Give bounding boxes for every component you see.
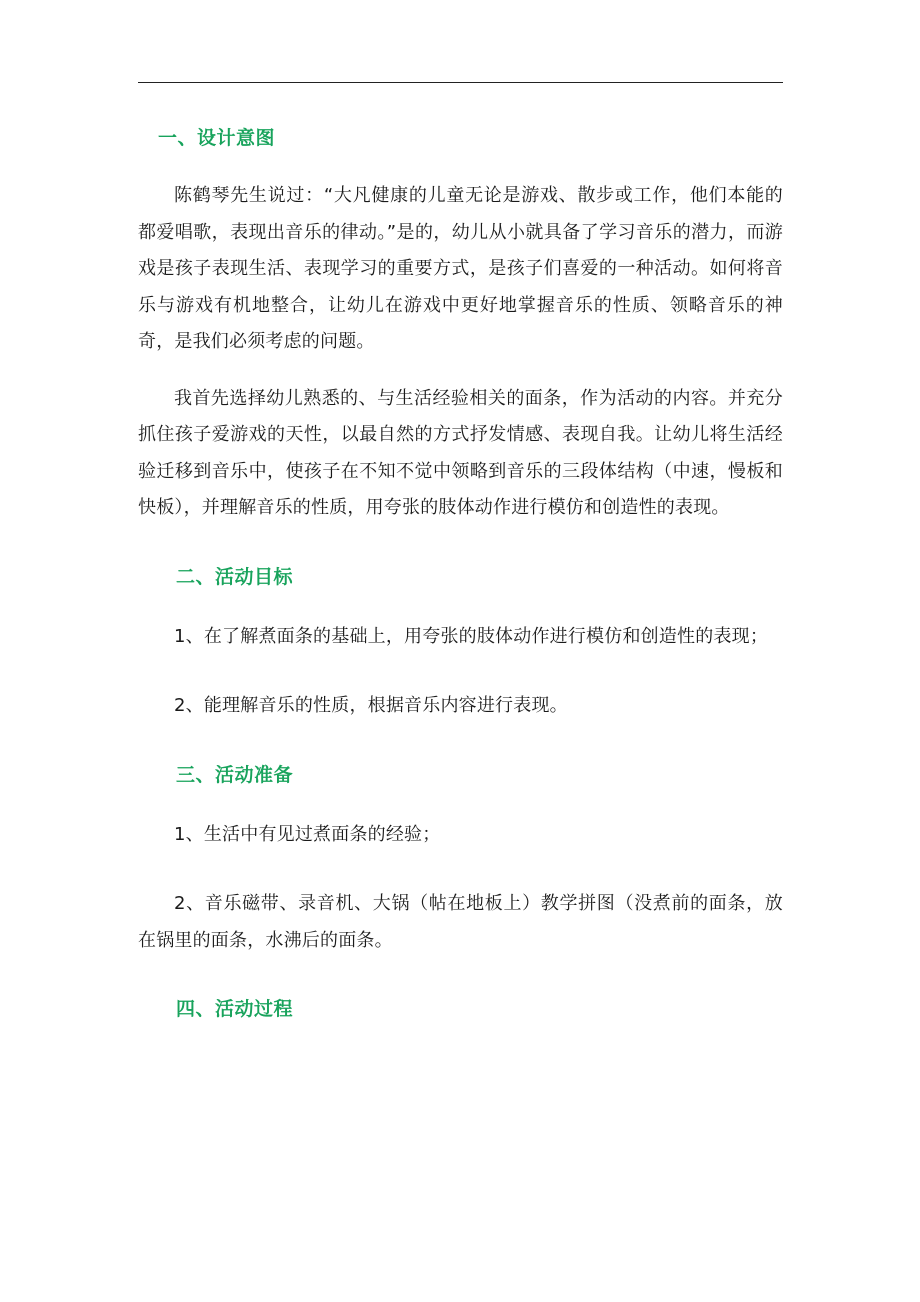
section-heading-goals: 二、活动目标 — [176, 565, 294, 588]
paragraph-design-intent-1: 陈鹤琴先生说过：“大凡健康的儿童无论是游戏、散步或工作，他们本能的都爱唱歌，表现出音乐的律动。”是的，幼儿从小就具备了学习音乐的潜力，而游戏是孩子表现生活、表现学习的重要方式，是孩子们喜爱的一种活动。如何将音乐与游戏有机地整合，让幼儿在游戏中更好地掌握音乐的性质、领略音乐的神奇，是我们必须考虑的问题。 — [138, 185, 783, 352]
section-heading-preparation: 三、活动准备 — [176, 763, 294, 786]
document-body — [138, 118, 783, 1029]
prep-item-1: 1、生活中有见过煮面条的经验； — [174, 823, 441, 845]
goal-item-1: 1、在了解煮面条的基础上，用夸张的肢体动作进行模仿和创造性的表现； — [174, 625, 769, 647]
prep-item-2: 2、音乐磁带、录音机、大锅（帖在地板上）教学拼图（没煮前的面条，放在锅里的面条，水沸后的面条。 — [138, 893, 783, 951]
paragraph-design-intent-2: 我首先选择幼儿熟悉的、与生活经验相关的面条，作为活动的内容。并充分抓住孩子爱游戏的天性，以最自然的方式抒发情感、表现自我。让幼儿将生活经验迁移到音乐中，使孩子在不知不觉中领略到音乐的三段体结构（中速，慢板和快板），并理解音乐的性质，用夸张的肢体动作进行模仿和创造性的表现。 — [138, 387, 783, 518]
section-heading-process: 四、活动过程 — [176, 998, 294, 1020]
header-rule — [138, 82, 783, 83]
goal-item-2: 2、能理解音乐的性质，根据音乐内容进行表现。 — [174, 695, 568, 716]
section-heading-design-intent: 一、设计意图 — [158, 127, 276, 149]
